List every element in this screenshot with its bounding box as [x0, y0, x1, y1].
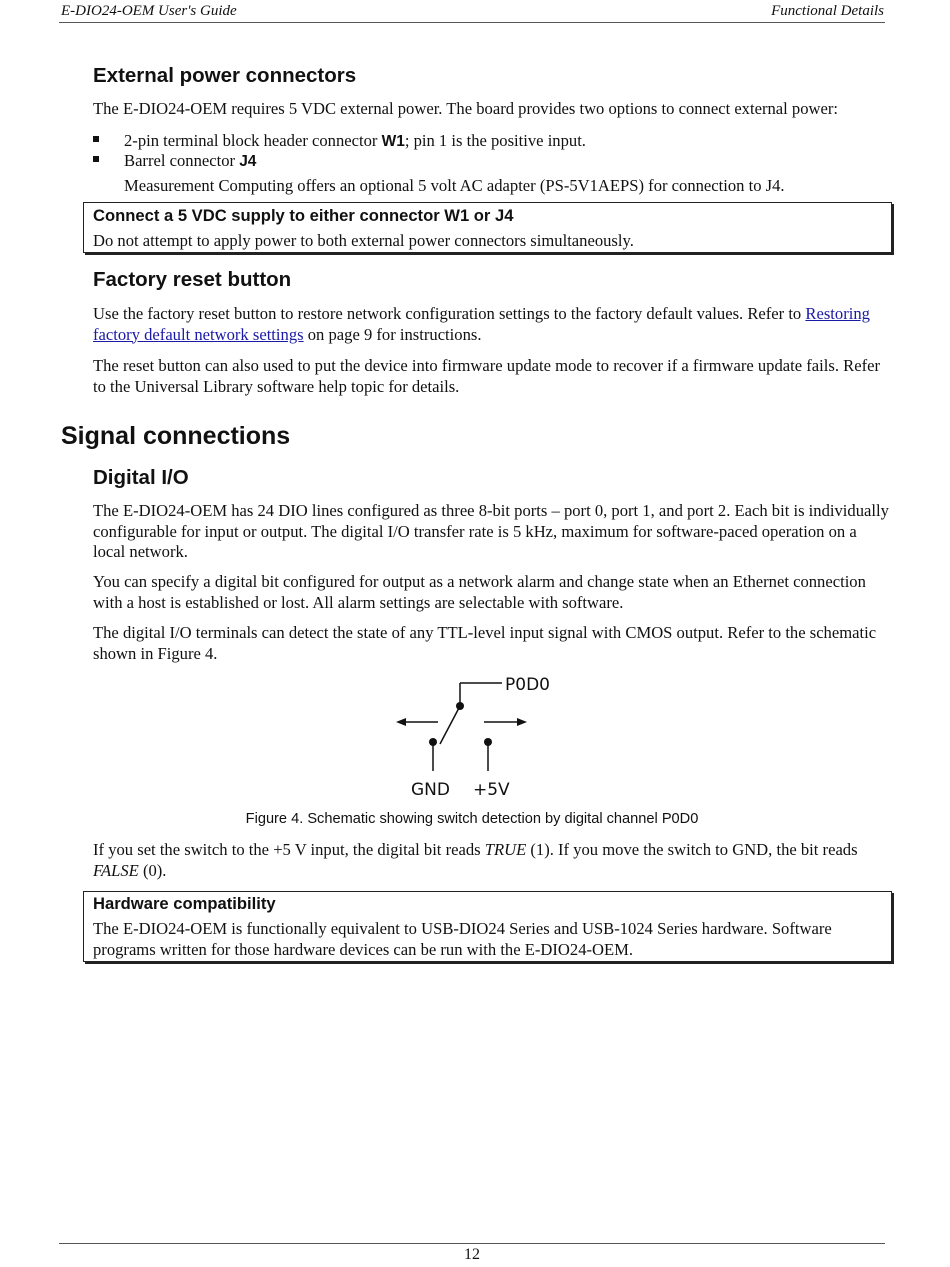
- power-warning-body: Do not attempt to apply power to both external power connectors simultaneously.: [93, 231, 634, 250]
- j4-adapter-note: Measurement Computing offers an optional 5 volt AC adapter (PS-5V1AEPS) for connection to J4.: [124, 176, 785, 195]
- right-arrow-head: [517, 718, 527, 726]
- reset-paragraph-2: The reset button can also used to put the device into firmware update mode to recover if a firmware update fails. Refer to the Universal Library software help topic for details.: [93, 356, 880, 396]
- heading-factory-reset: Factory reset button: [93, 268, 292, 291]
- hardware-compat-title: Hardware compatibility: [93, 894, 276, 913]
- label-gnd: GND: [411, 780, 450, 800]
- restore-defaults-link[interactable]: Restoring factory default network settings: [93, 304, 870, 344]
- power-warning-title: Connect a 5 VDC supply to either connector W1 or J4: [93, 206, 514, 225]
- ext-power-intro: The E-DIO24-OEM requires 5 VDC external power. The board provides two options to connect external power:: [93, 99, 838, 118]
- digital-io-paragraph-1: The E-DIO24-OEM has 24 DIO lines configured as three 8-bit ports – port 0, port 1, and port 2. Each bit is individually configurable for input or output. The digital I/O transfer rate is 5 kHz, maximum for software-paced operation on a local network.: [93, 501, 889, 561]
- hardware-compat-body: The E-DIO24-OEM is functionally equivalent to USB-DIO24 Series and USB-1024 Series hardware. Software programs written for those hardware devices can be run with the E-DIO24-OEM.: [93, 919, 832, 959]
- left-arrow-head: [396, 718, 406, 726]
- label-p0d0: P0D0: [505, 675, 550, 695]
- header-section-title: Functional Details: [771, 3, 884, 19]
- figure-4-caption: Figure 4. Schematic showing switch detection by digital channel P0D0: [245, 811, 699, 827]
- heading-signal-connections: Signal connections: [61, 422, 291, 450]
- label-plus5v: +5V: [473, 780, 510, 800]
- switch-schematic-figure: [390, 670, 560, 802]
- reset-paragraph-1: Use the factory reset button to restore network configuration settings to the factory default values. Refer to Restoring factory default network settings on page 9 for instructions.: [93, 304, 870, 344]
- heading-digital-io: Digital I/O: [93, 466, 189, 489]
- bullet-marker: [93, 156, 99, 162]
- switch-arm: [440, 706, 460, 744]
- header-rule: [59, 22, 885, 23]
- switch-state-paragraph: If you set the switch to the +5 V input, the digital bit reads TRUE (1). If you move the switch to GND, the bit reads FALSE (0).: [93, 840, 858, 880]
- bullet-w1-text: 2-pin terminal block header connector W1; pin 1 is the positive input.: [124, 131, 586, 150]
- hardware-compat-box: [83, 891, 892, 962]
- digital-io-paragraph-2: You can specify a digital bit configured for output as a network alarm and change state when an Ethernet connection with a host is established or lost. All alarm settings are selectable with software.: [93, 572, 866, 612]
- bullet-marker: [93, 136, 99, 142]
- bullet-j4-text: Barrel connector J4: [124, 151, 257, 170]
- digital-io-paragraph-3: The digital I/O terminals can detect the state of any TTL-level input signal with CMOS output. Refer to the schematic shown in Figure 4.: [93, 623, 877, 663]
- running-header: [61, 3, 884, 21]
- page-number: 12: [464, 1246, 480, 1263]
- power-warning-box: [83, 202, 892, 253]
- heading-external-power: External power connectors: [93, 64, 357, 87]
- footer-rule: [59, 1243, 885, 1244]
- header-doc-title: E-DIO24-OEM User's Guide: [61, 3, 237, 19]
